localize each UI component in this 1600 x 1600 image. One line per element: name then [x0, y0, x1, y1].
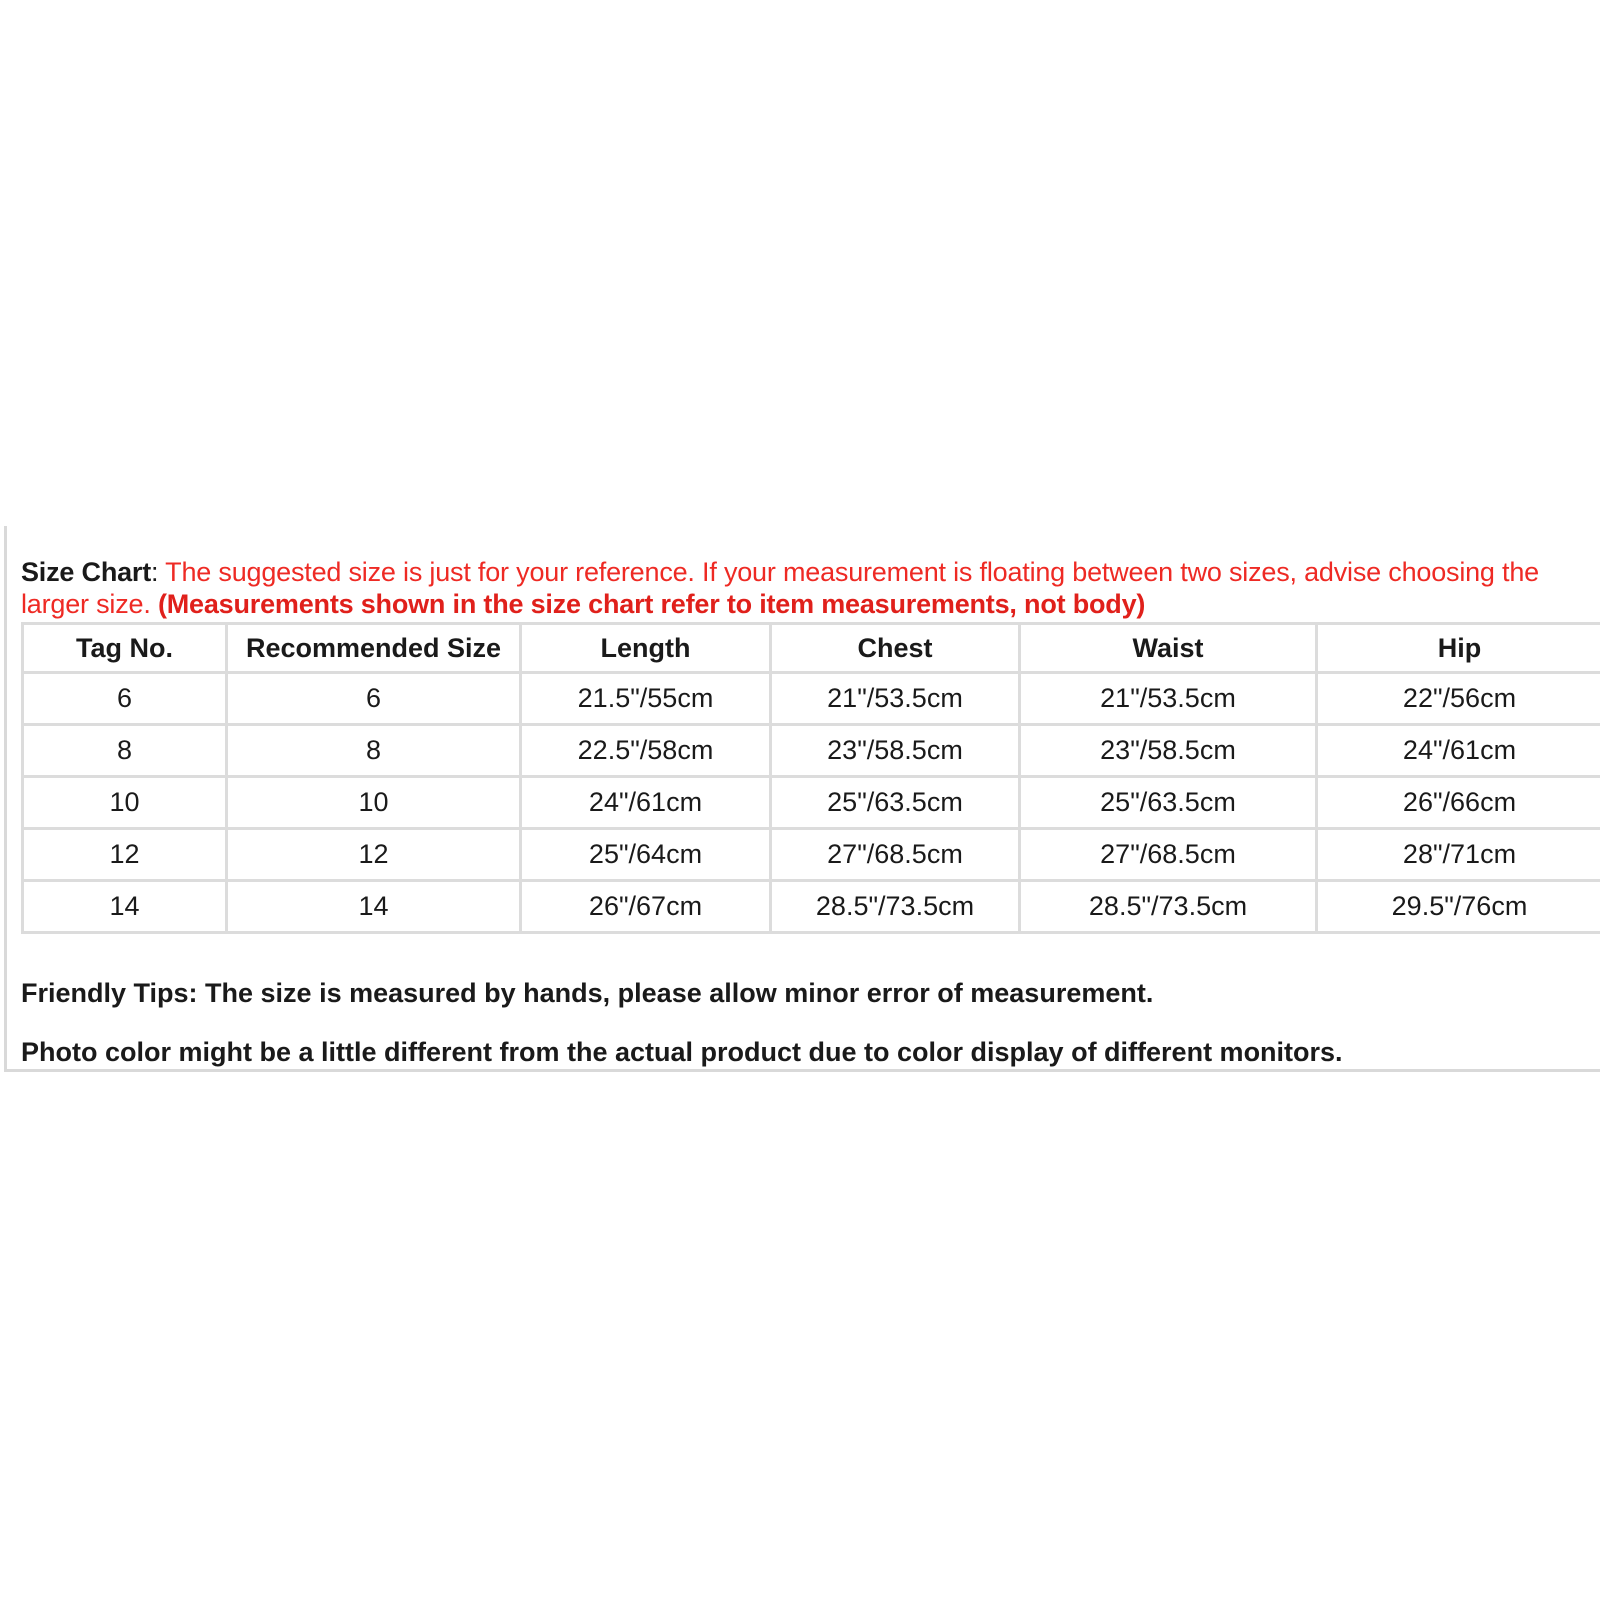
measurement-note: (Measurements shown in the size chart refer to item measurements, not body): [157, 589, 1146, 619]
table-cell: 23"/58.5cm: [771, 725, 1020, 777]
size-chart-heading: Size Chart: [21, 557, 152, 587]
column-header: Chest: [771, 624, 1020, 673]
table-cell: 6: [23, 673, 227, 725]
table-cell: 23"/58.5cm: [1020, 725, 1317, 777]
table-cell: 10: [23, 777, 227, 829]
table-cell: 10: [227, 777, 521, 829]
column-header: Hip: [1317, 624, 1600, 673]
table-cell: 28"/71cm: [1317, 829, 1600, 881]
table-cell: 21.5"/55cm: [521, 673, 771, 725]
size-chart-panel: [4, 526, 1600, 1072]
reference-note: The suggested size is just for your reference. If your measurement is floating between two sizes, advise choosing the larger size.: [21, 557, 1539, 619]
table-row: [23, 673, 1600, 725]
table-header-row: [23, 624, 1600, 673]
column-header: Tag No.: [23, 624, 227, 673]
table-cell: 14: [227, 881, 521, 933]
photo-color-tip: Photo color might be a little different from the actual product due to color display of different monitors.: [21, 1037, 1343, 1067]
column-header: Length: [521, 624, 771, 673]
table-cell: 24"/61cm: [1317, 725, 1600, 777]
table-cell: 29.5"/76cm: [1317, 881, 1600, 933]
table-row: [23, 777, 1600, 829]
size-table: [21, 622, 1600, 934]
table-cell: 28.5"/73.5cm: [771, 881, 1020, 933]
table-cell: 14: [23, 881, 227, 933]
table-row: [23, 881, 1600, 933]
table-cell: 27"/68.5cm: [771, 829, 1020, 881]
table-cell: 22.5"/58cm: [521, 725, 771, 777]
table-cell: 8: [23, 725, 227, 777]
table-cell: 24"/61cm: [521, 777, 771, 829]
table-cell: 22"/56cm: [1317, 673, 1600, 725]
table-row: [23, 829, 1600, 881]
table-cell: 28.5"/73.5cm: [1020, 881, 1317, 933]
table-cell: 27"/68.5cm: [1020, 829, 1317, 881]
friendly-tip: Friendly Tips: The size is measured by hands, please allow minor error of measurement.: [21, 978, 1154, 1008]
table-cell: 26"/66cm: [1317, 777, 1600, 829]
table-cell: 26"/67cm: [521, 881, 771, 933]
table-body: [23, 673, 1600, 933]
table-cell: 6: [227, 673, 521, 725]
size-chart-intro: [21, 556, 1597, 620]
table-cell: 8: [227, 725, 521, 777]
table-cell: 25"/63.5cm: [1020, 777, 1317, 829]
table-cell: 12: [23, 829, 227, 881]
table-cell: 25"/63.5cm: [771, 777, 1020, 829]
table-cell: 21"/53.5cm: [1020, 673, 1317, 725]
table-row: [23, 725, 1600, 777]
column-header: Waist: [1020, 624, 1317, 673]
table-cell: 12: [227, 829, 521, 881]
table-cell: 21"/53.5cm: [771, 673, 1020, 725]
column-header: Recommended Size: [227, 624, 521, 673]
heading-colon: :: [151, 557, 159, 587]
table-cell: 25"/64cm: [521, 829, 771, 881]
